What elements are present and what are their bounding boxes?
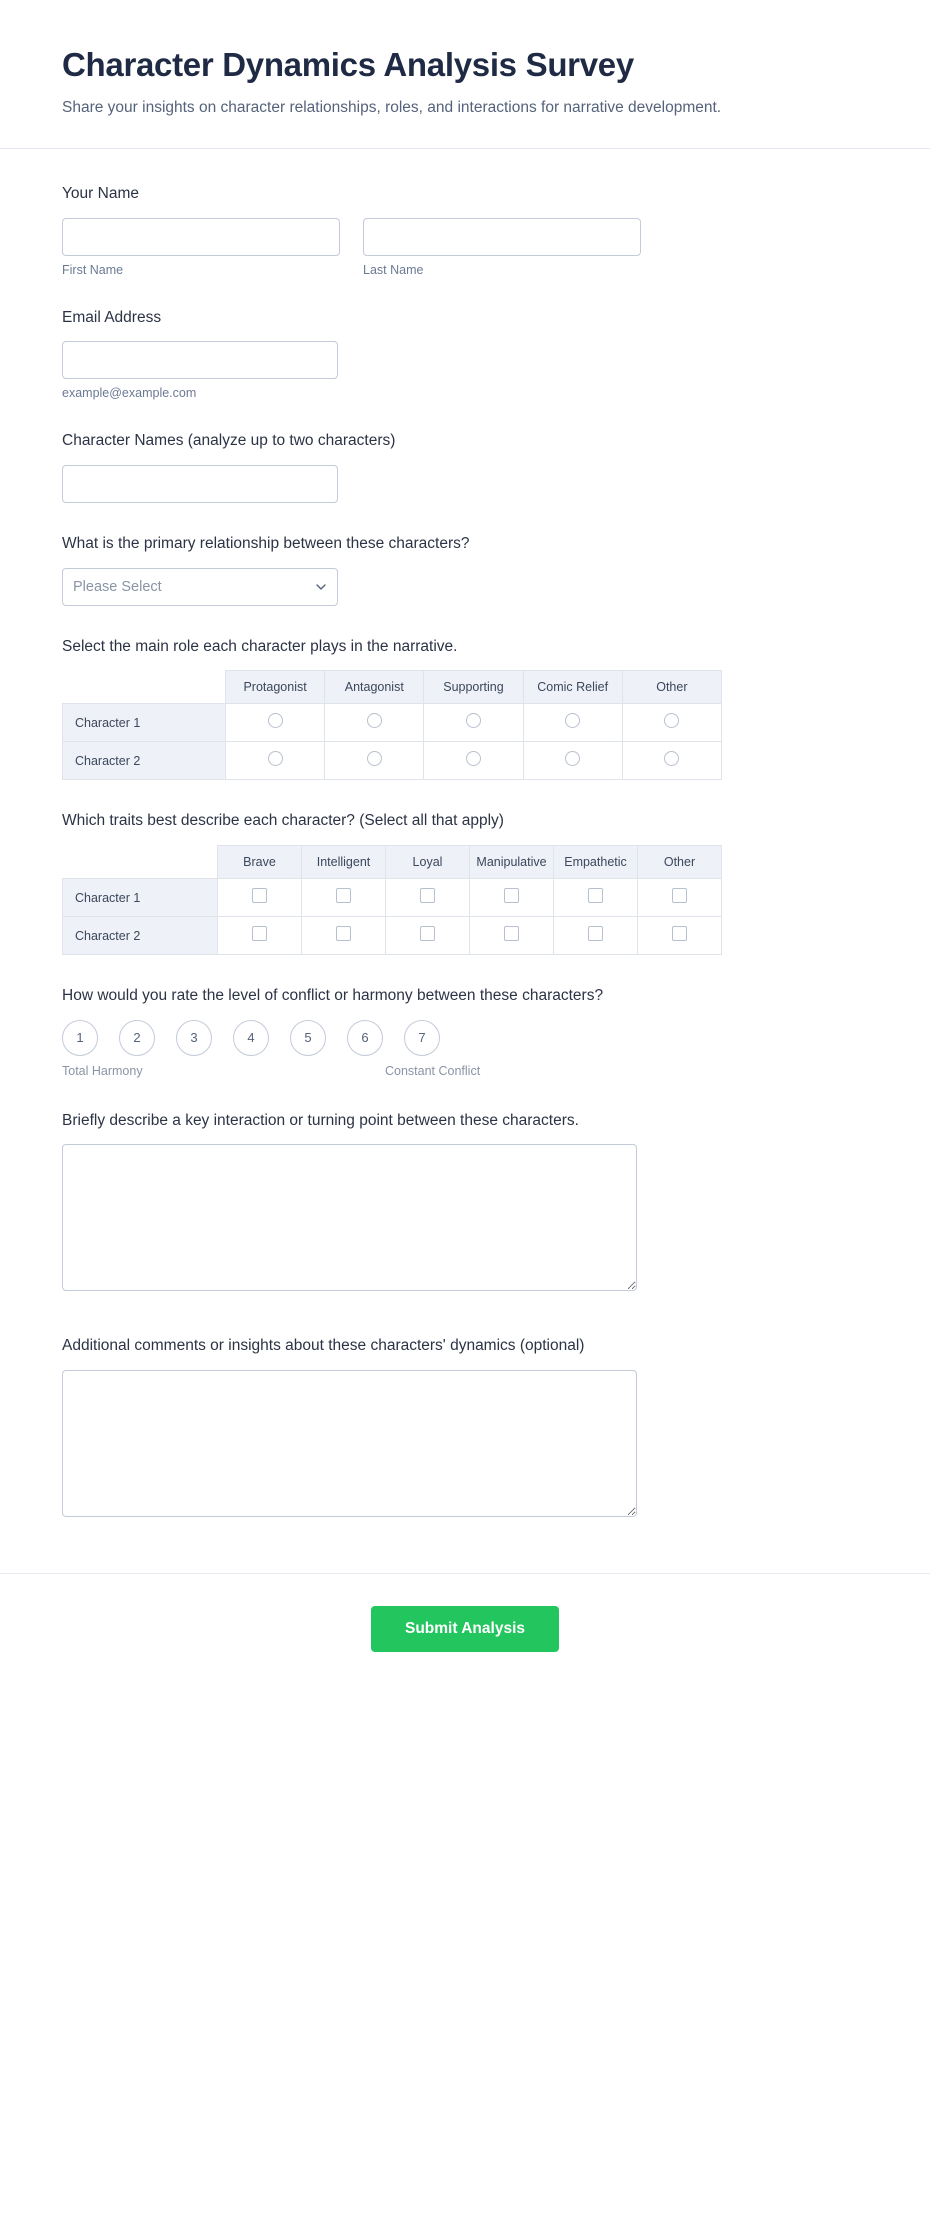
table-row bbox=[63, 704, 722, 742]
radio-icon[interactable] bbox=[268, 751, 283, 766]
scale-option[interactable]: 6 bbox=[347, 1020, 383, 1056]
scale-option[interactable]: 1 bbox=[62, 1020, 98, 1056]
question-conflict-scale bbox=[62, 985, 868, 1080]
roles-column-header: Antagonist bbox=[325, 671, 424, 704]
first-name-input[interactable] bbox=[62, 218, 340, 256]
question-label-your-name: Your Name bbox=[62, 184, 139, 202]
form-body bbox=[0, 149, 930, 1557]
checkbox-icon[interactable] bbox=[252, 888, 267, 903]
traits-row-header: Character 2 bbox=[63, 917, 218, 955]
question-label-email: Email Address bbox=[62, 308, 162, 326]
character-names-input[interactable] bbox=[62, 465, 338, 503]
question-label-character-names: Character Names (analyze up to two characters) bbox=[62, 432, 396, 450]
roles-radio-cell[interactable] bbox=[325, 742, 424, 780]
submit-button[interactable]: Submit Analysis bbox=[371, 1606, 559, 1652]
roles-column-header: Protagonist bbox=[226, 671, 325, 704]
table-header-row bbox=[63, 846, 722, 879]
roles-radio-cell[interactable] bbox=[523, 742, 622, 780]
scale-option[interactable]: 5 bbox=[290, 1020, 326, 1056]
relationship-select-wrap bbox=[62, 568, 338, 606]
question-email bbox=[62, 307, 868, 401]
radio-icon[interactable] bbox=[466, 713, 481, 728]
page-title: Character Dynamics Analysis Survey bbox=[62, 46, 634, 83]
question-label-conflict-scale: How would you rate the level of conflict or harmony between these characters? bbox=[62, 987, 604, 1005]
table-row bbox=[63, 742, 722, 780]
checkbox-icon[interactable] bbox=[672, 926, 687, 941]
traits-checkbox-cell[interactable] bbox=[386, 879, 470, 917]
traits-column-header: Brave bbox=[218, 846, 302, 879]
first-name-group bbox=[62, 218, 340, 277]
scale-option[interactable]: 3 bbox=[176, 1020, 212, 1056]
roles-radio-cell[interactable] bbox=[622, 742, 721, 780]
radio-icon[interactable] bbox=[664, 713, 679, 728]
roles-radio-cell[interactable] bbox=[226, 742, 325, 780]
radio-icon[interactable] bbox=[664, 751, 679, 766]
radio-icon[interactable] bbox=[565, 713, 580, 728]
checkbox-icon[interactable] bbox=[588, 926, 603, 941]
roles-radio-cell[interactable] bbox=[622, 704, 721, 742]
email-sublabel: example@example.com bbox=[62, 386, 197, 401]
traits-column-header: Loyal bbox=[386, 846, 470, 879]
radio-icon[interactable] bbox=[466, 751, 481, 766]
question-label-roles-matrix: Select the main role each character plays in the narrative. bbox=[62, 637, 458, 655]
checkbox-icon[interactable] bbox=[588, 888, 603, 903]
roles-column-header: Other bbox=[622, 671, 721, 704]
scale-label-left: Total Harmony bbox=[62, 1063, 143, 1078]
roles-row-header: Character 2 bbox=[63, 742, 226, 780]
traits-checkbox-cell[interactable] bbox=[638, 917, 722, 955]
checkbox-icon[interactable] bbox=[252, 926, 267, 941]
first-name-sublabel: First Name bbox=[62, 262, 124, 277]
last-name-group bbox=[363, 218, 641, 277]
traits-column-header: Intelligent bbox=[302, 846, 386, 879]
traits-checkbox-cell[interactable] bbox=[218, 879, 302, 917]
question-relationship bbox=[62, 533, 868, 606]
scale-option[interactable]: 4 bbox=[233, 1020, 269, 1056]
radio-icon[interactable] bbox=[268, 713, 283, 728]
table-header-row bbox=[63, 671, 722, 704]
question-key-interaction bbox=[62, 1110, 868, 1292]
traits-column-header: Other bbox=[638, 846, 722, 879]
traits-row-header: Character 1 bbox=[63, 879, 218, 917]
traits-checkbox-cell[interactable] bbox=[554, 879, 638, 917]
last-name-sublabel: Last Name bbox=[363, 262, 424, 277]
form-footer bbox=[0, 1573, 930, 1692]
checkbox-icon[interactable] bbox=[336, 926, 351, 941]
traits-column-header: Manipulative bbox=[470, 846, 554, 879]
checkbox-icon[interactable] bbox=[420, 888, 435, 903]
radio-icon[interactable] bbox=[367, 713, 382, 728]
scale-endpoint-labels bbox=[62, 1064, 868, 1080]
roles-radio-cell[interactable] bbox=[226, 704, 325, 742]
traits-matrix-head bbox=[63, 846, 722, 879]
traits-column-header: Empathetic bbox=[554, 846, 638, 879]
question-label-key-interaction: Briefly describe a key interaction or turning point between these characters. bbox=[62, 1111, 579, 1129]
traits-checkbox-cell[interactable] bbox=[302, 879, 386, 917]
roles-matrix-body bbox=[63, 704, 722, 780]
question-your-name bbox=[62, 183, 868, 277]
roles-column-header: Supporting bbox=[424, 671, 523, 704]
roles-matrix-corner bbox=[63, 671, 226, 704]
checkbox-icon[interactable] bbox=[504, 888, 519, 903]
radio-icon[interactable] bbox=[565, 751, 580, 766]
scale-option[interactable]: 7 bbox=[404, 1020, 440, 1056]
table-row bbox=[63, 917, 722, 955]
traits-checkbox-cell[interactable] bbox=[470, 879, 554, 917]
radio-icon[interactable] bbox=[367, 751, 382, 766]
scale-label-right: Constant Conflict bbox=[385, 1063, 481, 1078]
question-character-names bbox=[62, 430, 868, 503]
roles-row-header: Character 1 bbox=[63, 704, 226, 742]
traits-checkbox-cell[interactable] bbox=[470, 917, 554, 955]
question-label-traits-matrix: Which traits best describe each character? (Select all that apply) bbox=[62, 812, 504, 830]
question-additional-comments bbox=[62, 1335, 868, 1517]
roles-radio-cell[interactable] bbox=[325, 704, 424, 742]
traits-matrix-corner bbox=[63, 846, 218, 879]
email-field[interactable] bbox=[62, 341, 338, 379]
last-name-input[interactable] bbox=[363, 218, 641, 256]
checkbox-icon[interactable] bbox=[336, 888, 351, 903]
roles-radio-cell[interactable] bbox=[424, 742, 523, 780]
page-subtitle: Share your insights on character relationships, roles, and interactions for narrative development. bbox=[62, 98, 722, 116]
roles-matrix-table bbox=[62, 670, 722, 780]
traits-checkbox-cell[interactable] bbox=[554, 917, 638, 955]
roles-column-header: Comic Relief bbox=[523, 671, 622, 704]
traits-checkbox-cell[interactable] bbox=[302, 917, 386, 955]
question-roles-matrix bbox=[62, 636, 868, 781]
roles-matrix-head bbox=[63, 671, 722, 704]
table-row bbox=[63, 879, 722, 917]
scale-option[interactable]: 2 bbox=[119, 1020, 155, 1056]
traits-checkbox-cell[interactable] bbox=[386, 917, 470, 955]
roles-radio-cell[interactable] bbox=[523, 704, 622, 742]
traits-checkbox-cell[interactable] bbox=[638, 879, 722, 917]
name-fields-row bbox=[62, 218, 868, 277]
checkbox-icon[interactable] bbox=[672, 888, 687, 903]
additional-comments-textarea[interactable] bbox=[62, 1370, 637, 1517]
traits-checkbox-cell[interactable] bbox=[218, 917, 302, 955]
question-traits-matrix bbox=[62, 810, 868, 955]
scale-options-row bbox=[62, 1020, 868, 1056]
traits-matrix-table bbox=[62, 845, 722, 955]
roles-radio-cell[interactable] bbox=[424, 704, 523, 742]
question-label-additional-comments: Additional comments or insights about these characters' dynamics (optional) bbox=[62, 1337, 585, 1355]
question-label-relationship: What is the primary relationship between these characters? bbox=[62, 535, 470, 553]
traits-matrix-body bbox=[63, 879, 722, 955]
checkbox-icon[interactable] bbox=[504, 926, 519, 941]
form-header bbox=[0, 0, 930, 149]
key-interaction-textarea[interactable] bbox=[62, 1144, 637, 1291]
checkbox-icon[interactable] bbox=[420, 926, 435, 941]
relationship-select[interactable] bbox=[62, 568, 338, 606]
